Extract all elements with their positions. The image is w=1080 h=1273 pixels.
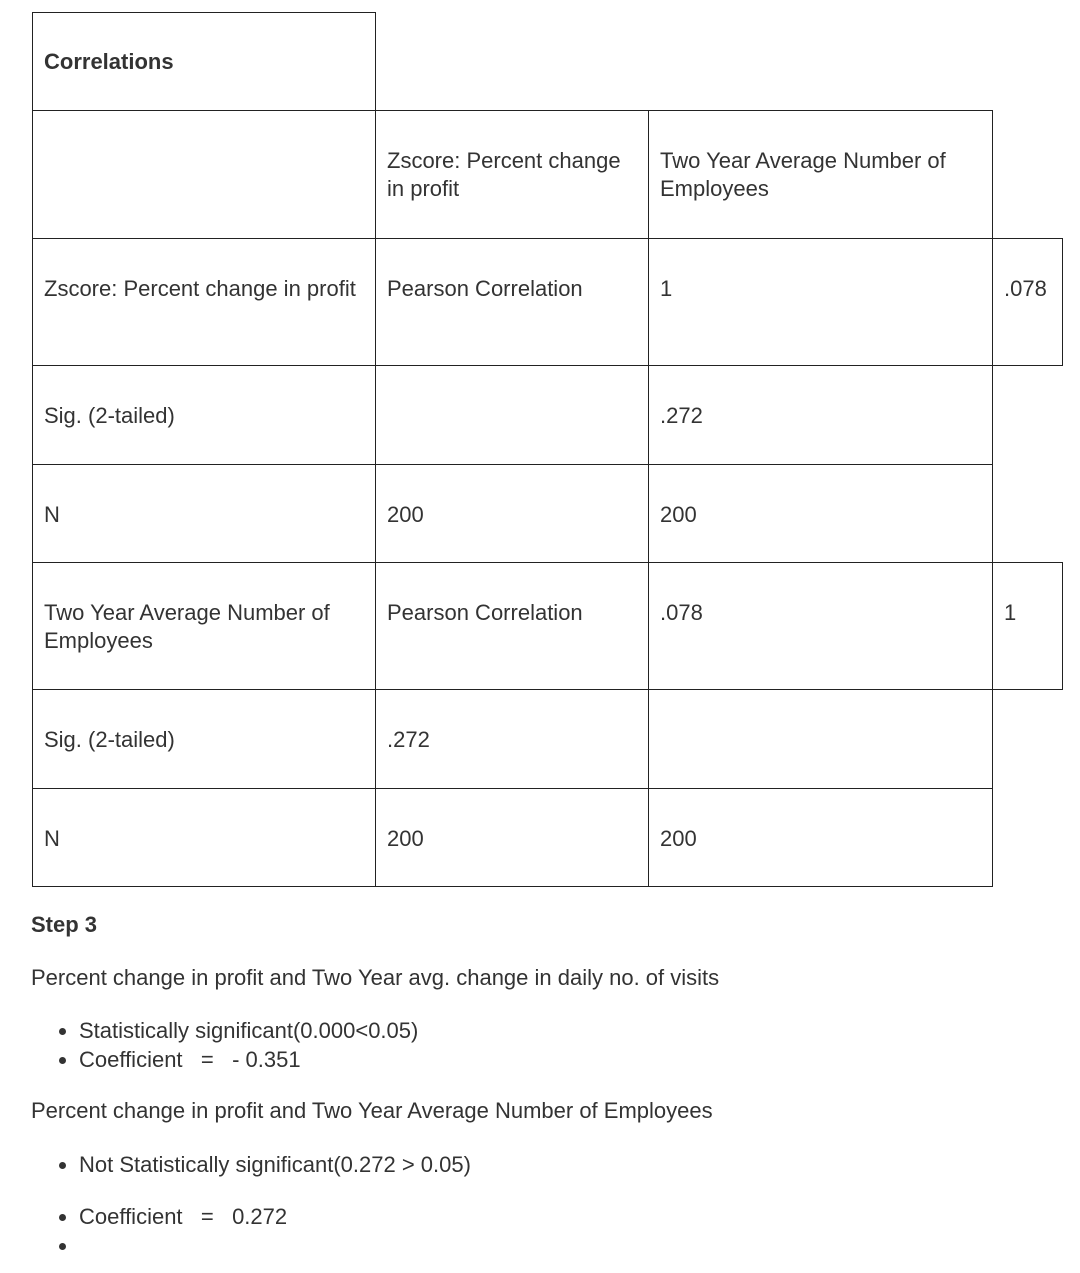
header-cell: Two Year Average Number of Employees: [648, 110, 993, 239]
table-cell: N: [32, 788, 376, 887]
table-cell: 200: [375, 788, 649, 887]
table-cell: 1: [992, 562, 1063, 690]
table-cell: Zscore: Percent change in profit: [32, 238, 376, 366]
table-cell: Pearson Correlation: [375, 238, 649, 366]
header-cell-empty: [32, 110, 376, 239]
section-title: Percent change in profit and Two Year Average Number of Employees: [31, 1098, 713, 1123]
bullet-list: [31, 1016, 418, 1074]
table-cell: 1: [648, 238, 993, 366]
table-cell: .078: [992, 238, 1063, 366]
table-cell: 200: [375, 464, 649, 563]
bullet-item-empty: [79, 1231, 471, 1260]
table-title: Correlations: [32, 12, 376, 111]
table-cell: .078: [648, 562, 993, 690]
table-cell: [648, 689, 993, 789]
bullet-item: • Not Statistically significant(0.272 > 0.05): [79, 1150, 471, 1179]
section-title: Percent change in profit and Two Year avg. change in daily no. of visits: [31, 965, 720, 990]
bullet-item: • Coefficient = 0.272: [79, 1202, 471, 1231]
table-cell: .272: [375, 689, 649, 789]
table-cell: 200: [648, 788, 993, 887]
bullet-item: • Coefficient = - 0.351: [79, 1045, 418, 1074]
table-cell: Two Year Average Number of Employees: [32, 562, 376, 690]
header-cell: Zscore: Percent change in profit: [375, 110, 649, 239]
table-cell: [375, 365, 649, 465]
table-cell: N: [32, 464, 376, 563]
table-cell: Pearson Correlation: [375, 562, 649, 690]
table-cell: .272: [648, 365, 993, 465]
bullet-list: [31, 1150, 471, 1260]
bullet-item: • Statistically significant(0.000<0.05): [79, 1016, 418, 1045]
table-cell: 200: [648, 464, 993, 563]
step-heading: Step 3: [31, 912, 98, 937]
table-cell: Sig. (2-tailed): [32, 689, 376, 789]
table-cell: Sig. (2-tailed): [32, 365, 376, 465]
